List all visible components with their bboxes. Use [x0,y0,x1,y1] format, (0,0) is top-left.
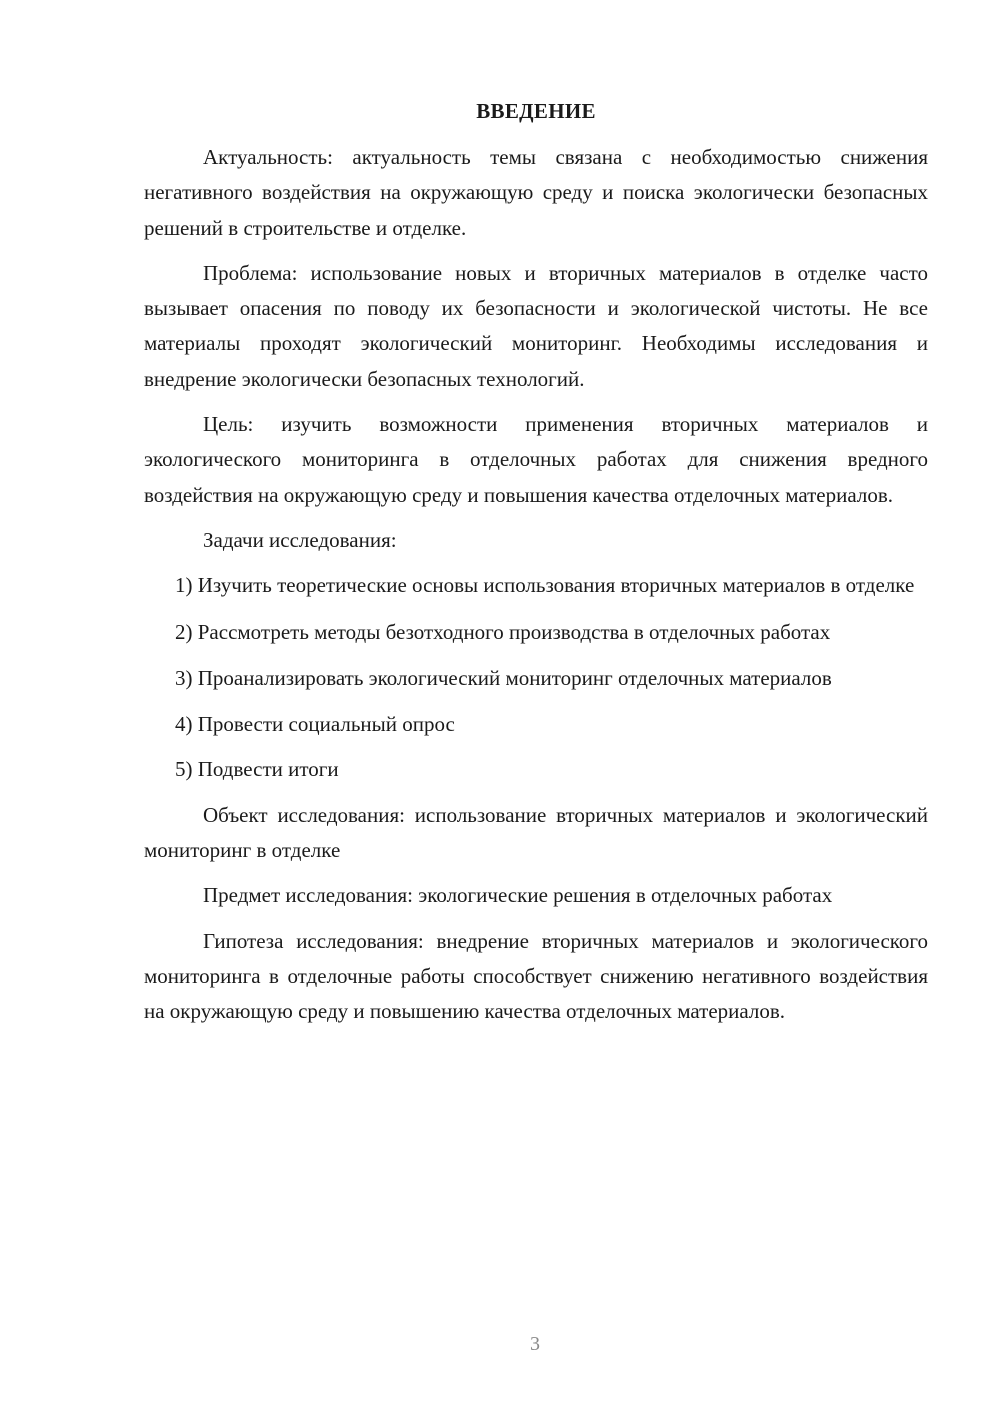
relevance-paragraph: Актуальность: актуальность темы связана с необходимостью снижения негативного воздействия на окружающую среду и поиска экологически безопасных решений в строительстве и отделке. [144,145,928,240]
subject-paragraph: Предмет исследования: экологические решения в отделочных работах [203,883,833,908]
task-item-4: 4) Провести социальный опрос [175,712,455,737]
page-number: 3 [530,1333,540,1355]
tasks-heading: Задачи исследования: [203,527,397,552]
hypothesis-paragraph: Гипотеза исследования: внедрение вторичных материалов и экологического мониторинга в отделочные работы способствует снижению негативного воздействия на окружающую среду и повышению качества отделочных материалов. [144,928,928,1024]
page-title: ВВЕДЕНИЕ [476,99,596,123]
object-paragraph: Объект исследования: использование вторичных материалов и экологический мониторинг в отделке [144,802,928,863]
document-page [144,96,928,1040]
task-item-5: 5) Подвести итоги [175,757,339,782]
task-item-2: 2) Рассмотреть методы безотходного производства в отделочных работах [175,619,831,644]
task-item-3: 3) Проанализировать экологический мониторинг отделочных материалов [175,665,832,690]
problem-paragraph: Проблема: использование новых и вторичных материалов в отделке часто вызывает опасения по поводу их безопасности и экологической чистоты. Не все материалы проходят экологический мониторинг. Необходимы исследования и внедрение экологически безопасных технологий. [144,260,928,391]
task-item-1: 1) Изучить теоретические основы использования вторичных материалов в отделке [175,573,915,598]
goal-paragraph: Цель: изучить возможности применения вторичных материалов и экологического мониторинга в отделочных работах для снижения вредного воздействия на окружающую среду и повышения качества отделочных материалов. [144,412,928,507]
